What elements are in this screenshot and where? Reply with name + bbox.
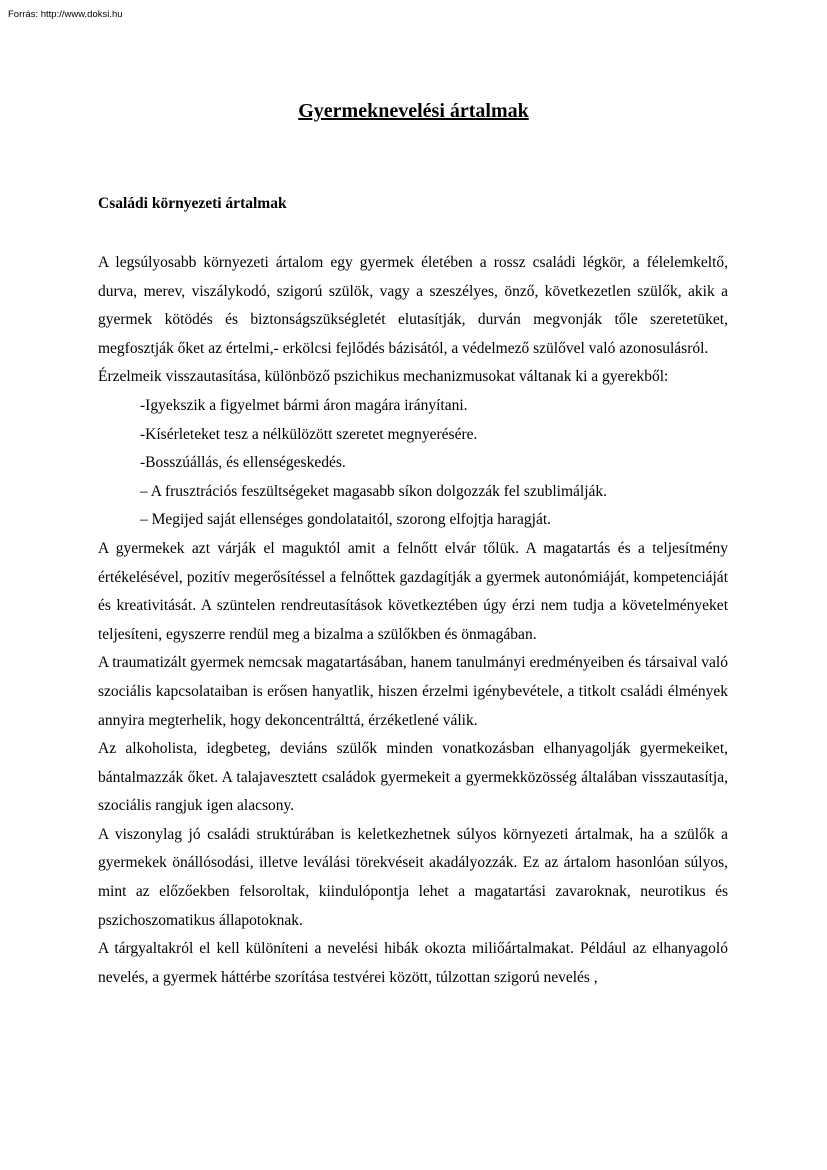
list-item: -Igyekszik a figyelmet bármi áron magára irányítani.	[140, 396, 468, 414]
list-item: – Megijed saját ellenséges gondolataitól, szorong elfojtja haragját.	[140, 511, 552, 529]
list-item: – A frusztrációs feszültségeket magasabb síkon dolgozzák fel szublimálják.	[140, 482, 608, 500]
paragraph: Az alkoholista, idegbeteg, deviáns szülők minden vonatkozásban elhanyagolják gyermekeiket, bántalmazzák őket. A talajavesztett családok gyermekeit a gyermekközösség általában visszautasítja, szociális rangjuk igen alacsony.	[98, 740, 728, 815]
paragraph: A viszonylag jó családi struktúrában is keletkezhetnek súlyos környezeti ártalmak, ha a szülők a gyermekek önállósodási, illetve leválási törekvéseit akadályozzák. Ez az ártalom hasonlóan súlyos, mint az előzőekben felsoroltak, kiindulópontja lehet a magatartási zavaroknak, neurotikus és pszichoszomatikus állapotoknak.	[98, 825, 728, 929]
paragraph: A gyermekek azt várják el maguktól amit a felnőtt elvár tőlük. A magatartás és a teljesítmény értékelésével, pozitív megerősítéssel a felnőttek gazdagítják a gyermek autonómiáját, kompetenciáját és kreativitását. A szüntelen rendreutasítások következtében úgy érzi nem tudja a követelményeket teljesíteni, egyszerre rendül meg a bizalma a szülőkben és önmagában.	[98, 539, 728, 643]
page-title: Gyermeknevelési ártalmak	[298, 100, 529, 122]
list-item: -Bosszúállás, és ellenségeskedés.	[140, 454, 346, 472]
paragraph: A tárgyaltakról el kell különíteni a nevelési hibák okozta miliőártalmakat. Például az elhanyagoló nevelés, a gyermek háttérbe szorítása testvérei között, túlzottan szigorú nevelés ,	[98, 940, 728, 986]
list-item: -Kísérleteket tesz a nélkülözött szeretet megnyerésére.	[140, 425, 478, 443]
paragraph: A legsúlyosabb környezeti ártalom egy gyermek életében a rossz családi légkör, a félelemkeltő, durva, merev, viszálykodó, szigorú szülök, vagy a szeszélyes, önző, következetlen szülők, akik a gyermek kötödés és biztonságszükségletét elutasítják, durván megvonják tőle szeretetüket, megfosztják őket az értelmi,- erkölcsi fejlődés bázisától, a védelmező szülővel való azonosulásról.	[98, 254, 728, 357]
section-heading: Családi környezeti ártalmak	[98, 195, 287, 212]
paragraph: Érzelmeik visszautasítása, különböző pszichikus mechanizmusokat váltanak ki a gyerekből:	[98, 368, 669, 386]
paragraph: A traumatizált gyermek nemcsak magatartásában, hanem tanulmányi eredményeiben és társaival való szociális kapcsolataiban is erősen hanyatlik, hiszen érzelmi igénybevétele, a titkolt családi élmények annyira megterhelik, hogy dekoncentrálttá, érzéketlené válik.	[98, 654, 728, 729]
document-body	[98, 249, 728, 992]
source-url: Forrás: http://www.doksi.hu	[8, 9, 123, 20]
